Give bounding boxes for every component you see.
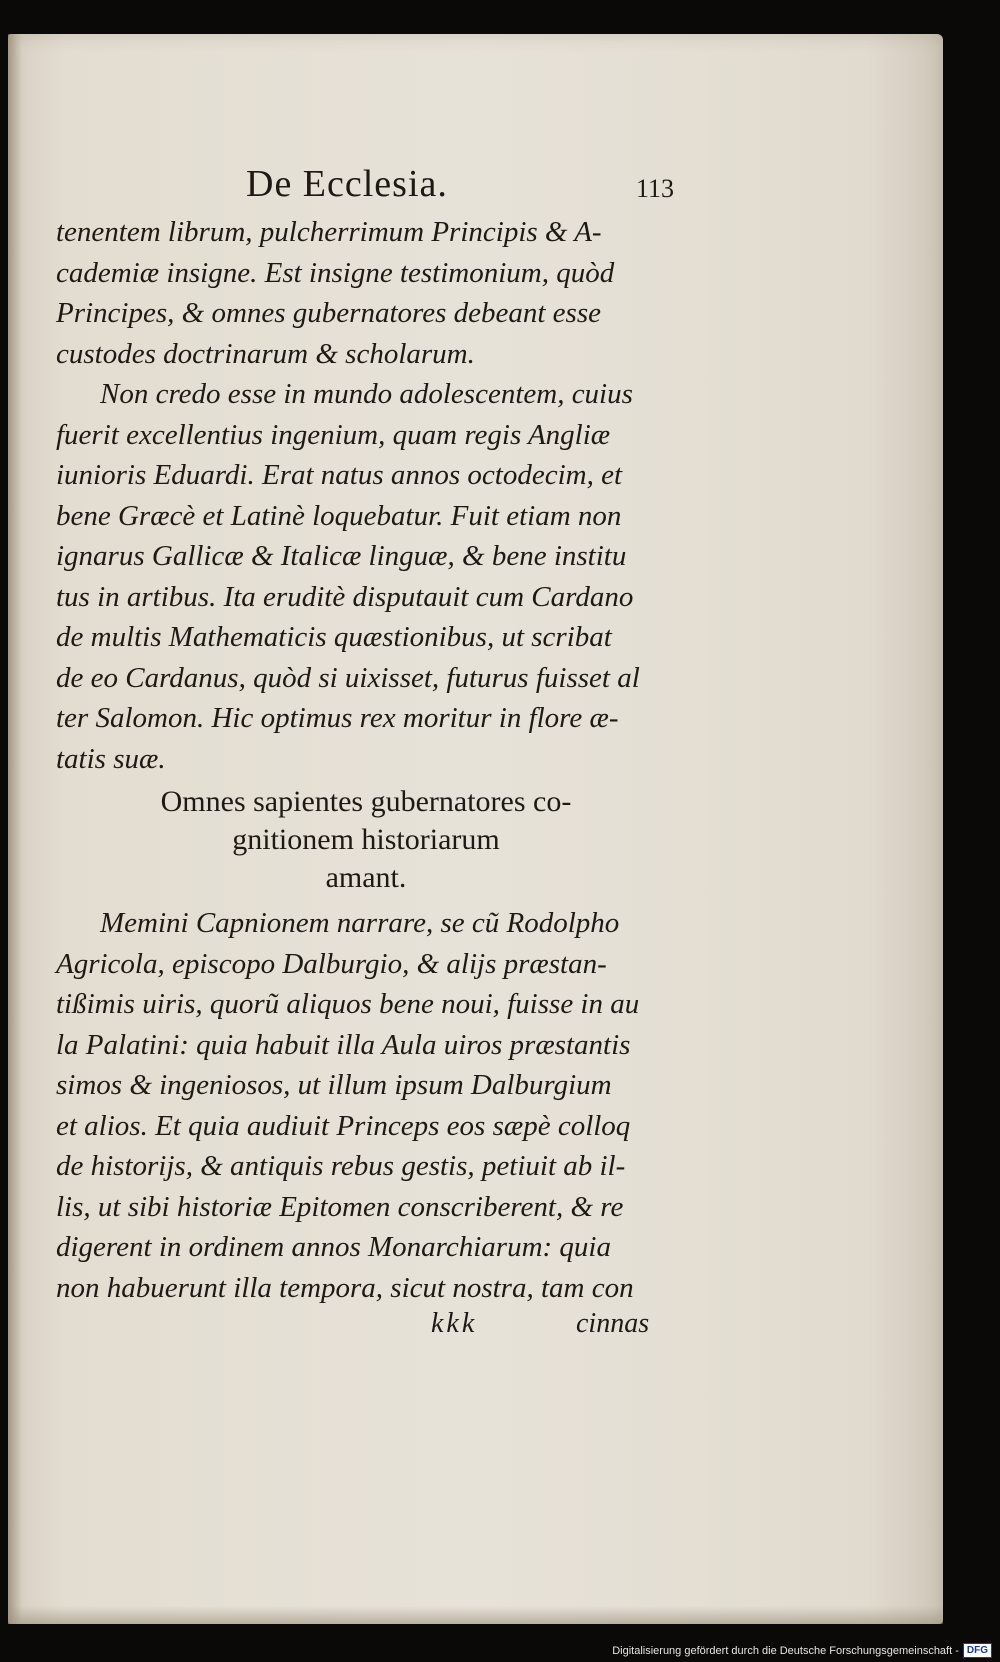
catchword: cinnas (576, 1308, 650, 1339)
text-line: custodes doctrinarum & scholarum. (56, 337, 475, 370)
text-line: la Palatini: quia habuit illa Aula uiros præstantis (56, 1028, 631, 1061)
text-line: Agricola, episcopo Dalburgio, & alijs præstan- (56, 947, 607, 980)
heading-line: amant. (325, 861, 407, 894)
text-line: ter Salomon. Hic optimus rex moritur in flore æ- (56, 702, 619, 734)
text-line: ignarus Gallicæ & Italicæ linguæ, & bene institu (56, 540, 627, 572)
text-line: Principes, & omnes gubernatores debeant esse (56, 297, 601, 329)
signature-mark: kkk (431, 1308, 478, 1339)
text-line: Memini Capnionem narrare, se cũ Rodolpho (100, 907, 620, 939)
text-line: Non credo esse in mundo adolescentem, cuius (100, 378, 633, 410)
text-line: tenentem librum, pulcherrimum Principis & A- (56, 216, 602, 248)
heading-line: gnitionem historiarum (232, 823, 500, 856)
paragraph-3 (56, 903, 676, 1308)
text-line: tatis suæ. (56, 742, 166, 775)
text-line: de eo Cardanus, quòd si uixisset, futurus fuisset al (56, 661, 640, 694)
heading-line: Omnes sapientes gubernatores co- (160, 785, 572, 818)
page-spine-shadow (8, 34, 22, 1624)
dfg-logo-icon: DFG (963, 1643, 992, 1658)
text-line: fuerit excellentius ingenium, quam regis Angliæ (56, 418, 611, 451)
running-head: De Ecclesia. (246, 163, 448, 205)
page-footer (56, 1308, 676, 1350)
text-line: tus in artibus. Ita eruditè disputauit cum Cardano (56, 580, 634, 613)
paragraph-1 (56, 212, 676, 374)
page-header (56, 134, 676, 212)
text-line: digerent in ordinem annos Monarchiarum: quia (56, 1231, 611, 1263)
text-line: lis, ut sibi historiæ Epitomen conscriberent, & re (56, 1190, 624, 1223)
digitization-credit (612, 1643, 992, 1658)
page-bottom-edge (8, 1606, 943, 1624)
text-line: cademiæ insigne. Est insigne testimonium, quòd (56, 256, 615, 289)
text-line: de multis Mathematicis quæstionibus, ut scribat (56, 621, 612, 653)
text-line: et alios. Et quia audiuit Princeps eos sæpè colloq (56, 1109, 631, 1142)
text-line: de historijs, & antiquis rebus gestis, petiuit ab il- (56, 1150, 626, 1182)
page-text-block (56, 134, 676, 1350)
credit-text: Digitalisierung gefördert durch die Deutsche Forschungsgemeinschaft - (612, 1644, 959, 1657)
book-page (8, 34, 943, 1624)
text-line: non habuerunt illa tempora, sicut nostra, tam con (56, 1271, 634, 1304)
text-line: tißimis uiris, quorũ aliquos bene noui, fuisse in au (56, 988, 640, 1020)
section-heading (56, 783, 676, 897)
paragraph-2 (56, 374, 676, 779)
page-number: 113 (636, 174, 675, 203)
text-line: bene Græcè et Latinè loquebatur. Fuit etiam non (56, 499, 622, 532)
text-line: simos & ingeniosos, ut illum ipsum Dalburgium (56, 1069, 612, 1101)
text-line: iunioris Eduardi. Erat natus annos octodecim, et (56, 459, 623, 491)
